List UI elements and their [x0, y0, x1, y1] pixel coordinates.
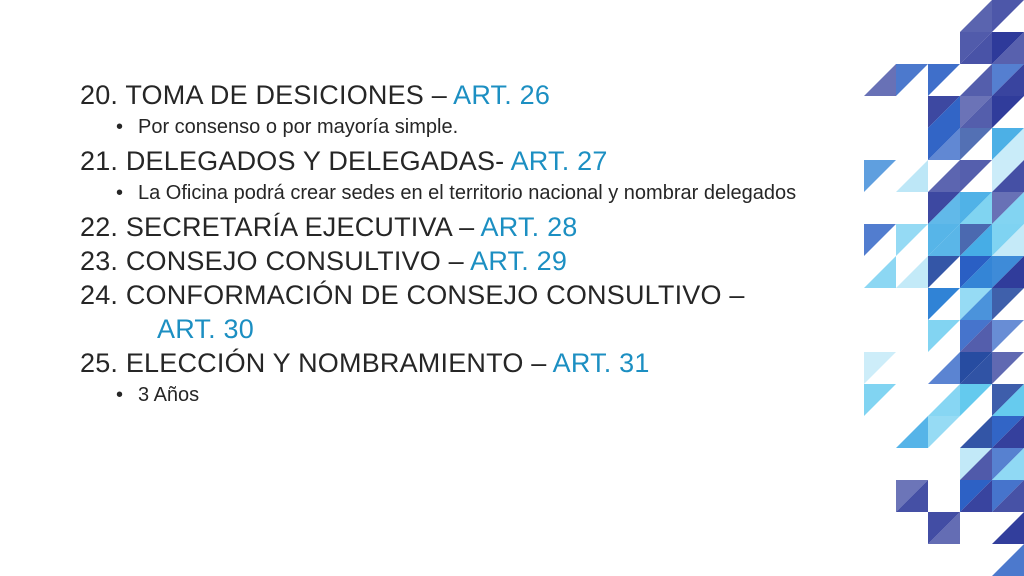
item-24 — [80, 278, 860, 346]
deco-triangle — [960, 0, 992, 32]
slide-content — [80, 78, 860, 412]
deco-triangle — [896, 256, 928, 288]
deco-triangle — [992, 544, 1024, 576]
deco-triangle — [864, 64, 896, 96]
deco-triangle — [896, 160, 928, 192]
item-20-article: ART. 26 — [453, 80, 551, 110]
bullet-marker: • — [116, 182, 124, 204]
item-24-article: ART. 30 — [157, 314, 254, 344]
deco-triangle — [992, 0, 1024, 32]
item-22 — [80, 210, 860, 244]
deco-triangle — [928, 320, 960, 352]
deco-triangle — [960, 128, 992, 160]
deco-triangle — [928, 256, 960, 288]
deco-triangle — [864, 256, 896, 288]
item-21-heading: 21. DELEGADOS Y DELEGADAS- — [80, 146, 511, 176]
item-21-bullet-text: La Oficina podrá crear sedes en el territorio nacional y nombrar delegados — [138, 182, 797, 204]
deco-triangle — [992, 512, 1024, 544]
deco-triangle — [992, 320, 1024, 352]
deco-triangle — [992, 96, 1024, 128]
item-20-bullet-text: Por consenso o por mayoría simple. — [138, 116, 459, 138]
item-25-bullet — [80, 382, 818, 408]
item-20-bullet — [80, 114, 818, 140]
deco-triangle — [928, 160, 960, 192]
item-23-article: ART. 29 — [470, 246, 568, 276]
deco-triangle — [960, 384, 992, 416]
item-25-heading: 25. ELECCIÓN Y NOMBRAMIENTO – — [80, 348, 553, 378]
deco-triangle — [896, 224, 928, 256]
deco-triangle — [992, 288, 1024, 320]
item-21-bullet — [80, 180, 818, 206]
bullet-marker: • — [116, 384, 124, 406]
deco-triangle — [864, 384, 896, 416]
item-24-heading: 24. CONFORMACIÓN DE CONSEJO CONSULTIVO – — [80, 280, 745, 310]
deco-triangle — [928, 416, 960, 448]
bullet-marker: • — [116, 116, 124, 138]
deco-triangle — [896, 416, 928, 448]
deco-triangle — [928, 64, 960, 96]
item-22-heading: 22. SECRETARÍA EJECUTIVA – — [80, 212, 481, 242]
item-23 — [80, 244, 860, 278]
deco-triangle — [896, 64, 928, 96]
deco-triangle — [992, 352, 1024, 384]
item-25-bullet-text: 3 Años — [138, 384, 200, 406]
item-22-article: ART. 28 — [480, 212, 578, 242]
deco-triangle — [864, 160, 896, 192]
item-20-heading: 20. TOMA DE DESICIONES – — [80, 80, 454, 110]
item-25-article: ART. 31 — [552, 348, 650, 378]
item-23-heading: 23. CONSEJO CONSULTIVO – — [80, 246, 471, 276]
deco-triangle — [960, 416, 992, 448]
deco-triangle — [928, 384, 960, 416]
item-25 — [80, 346, 860, 380]
deco-triangle — [928, 352, 960, 384]
item-20 — [80, 78, 860, 112]
item-21 — [80, 144, 860, 178]
item-21-article: ART. 27 — [510, 146, 608, 176]
deco-triangle — [864, 224, 896, 256]
deco-triangle — [928, 288, 960, 320]
deco-triangle — [960, 64, 992, 96]
decorative-triangle-pattern — [864, 0, 1024, 576]
deco-triangle — [864, 352, 896, 384]
deco-triangle — [960, 160, 992, 192]
